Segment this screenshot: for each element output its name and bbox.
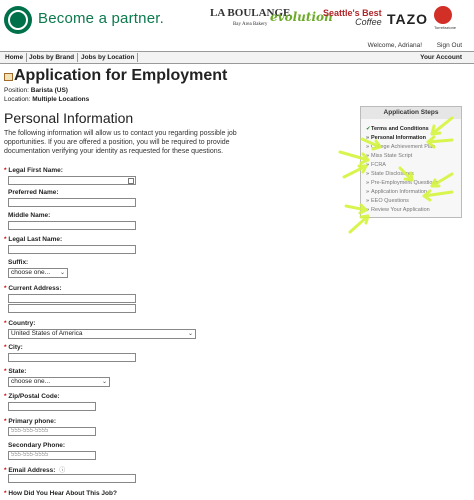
- section-title: Personal Information: [4, 110, 134, 126]
- brand-torrefazione-text: Torrefazione: [434, 25, 457, 30]
- primary-phone-label-text: Primary phone:: [8, 418, 57, 425]
- welcome-row: [0, 41, 474, 51]
- nav-home-link[interactable]: Home: [2, 53, 27, 62]
- middle-name-label: Middle Name:: [8, 212, 51, 219]
- step-college-achievement-plan: [366, 144, 435, 150]
- required-marker: *: [4, 490, 7, 497]
- position-value: Barista (US): [30, 87, 68, 94]
- arrow-icon: »: [366, 135, 370, 141]
- arrow-icon: »: [366, 162, 370, 168]
- arrow-icon: »: [366, 198, 370, 204]
- how-heard-label-text: How Did You Hear About This Job?: [8, 490, 117, 497]
- required-marker: *: [4, 393, 7, 400]
- current-address-label: [4, 285, 62, 292]
- step-state-disclosures: [366, 171, 414, 177]
- primary-phone-label: [4, 418, 56, 425]
- arrow-icon: »: [366, 207, 370, 213]
- arrow-icon: »: [366, 189, 370, 195]
- state-select-value: choose one...: [11, 378, 51, 385]
- brand-torrefazione-logo[interactable]: [434, 6, 457, 30]
- required-marker: *: [4, 285, 7, 292]
- application-steps-panel: [360, 106, 462, 218]
- site-header: [0, 0, 474, 40]
- legal-last-name-label-text: Legal Last Name:: [8, 236, 63, 243]
- step-label: State Disclosures: [371, 171, 414, 177]
- step-label: FCRA: [371, 162, 386, 168]
- city-input[interactable]: [8, 353, 136, 362]
- legal-last-name-input[interactable]: [8, 245, 136, 254]
- nav-jobs-by-brand-link[interactable]: Jobs by Brand: [26, 53, 78, 62]
- step-personal-information: [366, 135, 426, 141]
- brand-seattles-coffee-text: Coffee: [355, 17, 382, 27]
- legal-last-name-label: [4, 236, 62, 243]
- email-label-text: Email Address:: [8, 467, 56, 474]
- location-info: [4, 96, 89, 103]
- application-steps-title: Application Steps: [361, 107, 461, 119]
- arrow-icon: »: [366, 144, 370, 150]
- highlight-arrow-review: [350, 216, 368, 232]
- required-marker: *: [4, 418, 7, 425]
- step-label: College Achievement Plan: [371, 144, 436, 150]
- step-label: Terms and Conditions: [371, 126, 429, 132]
- step-fcra: [366, 162, 386, 168]
- position-info: [4, 87, 68, 94]
- step-label: Miss State Script: [371, 153, 413, 159]
- email-label: [4, 465, 65, 474]
- country-select[interactable]: [8, 329, 196, 339]
- required-marker: *: [4, 368, 7, 375]
- required-marker: *: [4, 320, 7, 327]
- current-address-label-text: Current Address:: [8, 285, 62, 292]
- legal-first-name-input[interactable]: [8, 176, 136, 185]
- email-input[interactable]: [8, 474, 136, 483]
- required-marker: *: [4, 236, 7, 243]
- location-label: Location:: [4, 96, 31, 103]
- step-application-information: [366, 189, 427, 195]
- arrow-icon: »: [366, 171, 370, 177]
- step-review-your-application: [366, 207, 430, 213]
- country-select-value: United States of America: [11, 330, 83, 337]
- suffix-select[interactable]: [8, 268, 68, 278]
- middle-name-input[interactable]: [8, 221, 136, 230]
- zip-label: [4, 393, 60, 400]
- step-label: Pre-Employment Questions: [371, 180, 439, 186]
- welcome-text: Welcome, Adriana!: [367, 42, 422, 49]
- chevron-down-icon: ⌄: [59, 270, 65, 276]
- brand-tazo-logo[interactable]: TAZO: [387, 11, 429, 27]
- chevron-down-icon: ⌄: [101, 379, 107, 385]
- required-marker: *: [4, 467, 7, 474]
- suffix-select-value: choose one...: [11, 269, 51, 276]
- brand-evolution-logo[interactable]: evolution: [270, 10, 333, 24]
- torrefazione-cup-icon: [434, 6, 452, 24]
- sign-out-link[interactable]: Sign Out: [436, 42, 462, 49]
- your-account-link[interactable]: Your Account: [420, 54, 462, 61]
- country-label: [4, 320, 35, 327]
- brand-laboulange-sub: Bay Area Bakery: [232, 22, 268, 27]
- city-label: [4, 344, 23, 351]
- required-marker: *: [4, 344, 7, 351]
- state-select[interactable]: [8, 377, 110, 387]
- header-tagline: Become a partner.: [38, 10, 164, 27]
- step-label: Personal Information: [371, 135, 427, 141]
- help-icon[interactable]: ⓘ: [59, 468, 66, 474]
- brand-seattles-best-text: Seattle's Best: [323, 8, 382, 18]
- preferred-name-label: Preferred Name:: [8, 189, 59, 196]
- step-label: Application Information: [371, 189, 427, 195]
- required-marker: *: [4, 167, 7, 174]
- step-label: Review Your Application: [371, 207, 430, 213]
- zip-input[interactable]: [8, 402, 96, 411]
- city-label-text: City:: [8, 344, 23, 351]
- legal-first-name-label: [4, 167, 63, 174]
- suffix-label: Suffix:: [8, 259, 29, 266]
- step-eeo-questions: [366, 198, 409, 204]
- zip-label-text: Zip/Postal Code:: [8, 393, 60, 400]
- step-label: EEO Questions: [371, 198, 409, 204]
- legal-first-name-label-text: Legal First Name:: [8, 167, 63, 174]
- starbucks-logo[interactable]: [4, 6, 32, 34]
- state-label-text: State:: [8, 368, 27, 375]
- application-icon: [4, 73, 13, 81]
- primary-phone-input[interactable]: 555-555-5555: [8, 427, 96, 436]
- step-terms-and-conditions[interactable]: [366, 126, 429, 132]
- step-miss-state-script: [366, 153, 412, 159]
- preferred-name-input[interactable]: [8, 198, 136, 207]
- step-pre-employment-questions: [366, 180, 438, 186]
- arrow-icon: »: [366, 180, 370, 186]
- secondary-phone-label: Secondary Phone:: [8, 442, 66, 449]
- check-icon: ✔: [366, 126, 371, 132]
- brand-seattles-best-logo[interactable]: [323, 9, 382, 27]
- state-label: [4, 368, 26, 375]
- page-title: Application for Employment: [14, 67, 228, 84]
- main-nav: [0, 51, 474, 64]
- address-line2-input[interactable]: [8, 304, 136, 313]
- location-value: Multiple Locations: [32, 96, 90, 103]
- arrow-icon: »: [366, 153, 370, 159]
- how-heard-label: [4, 490, 117, 497]
- intro-text: The following information will allow us to contact you regarding possible job opportunities. If you are offered a position, you will be required to provide documentation verifying your identity as requested for these questions.: [4, 130, 237, 155]
- nav-jobs-by-location-link[interactable]: Jobs by Location: [78, 53, 138, 62]
- position-label: Position:: [4, 87, 29, 94]
- address-line1-input[interactable]: [8, 294, 136, 303]
- chevron-down-icon: ⌄: [187, 331, 193, 337]
- country-label-text: Country:: [8, 320, 36, 327]
- secondary-phone-input[interactable]: 555-555-5555: [8, 451, 96, 460]
- contact-card-icon: [128, 178, 134, 184]
- brand-laboulange-text: LA BOULANGE: [210, 7, 291, 19]
